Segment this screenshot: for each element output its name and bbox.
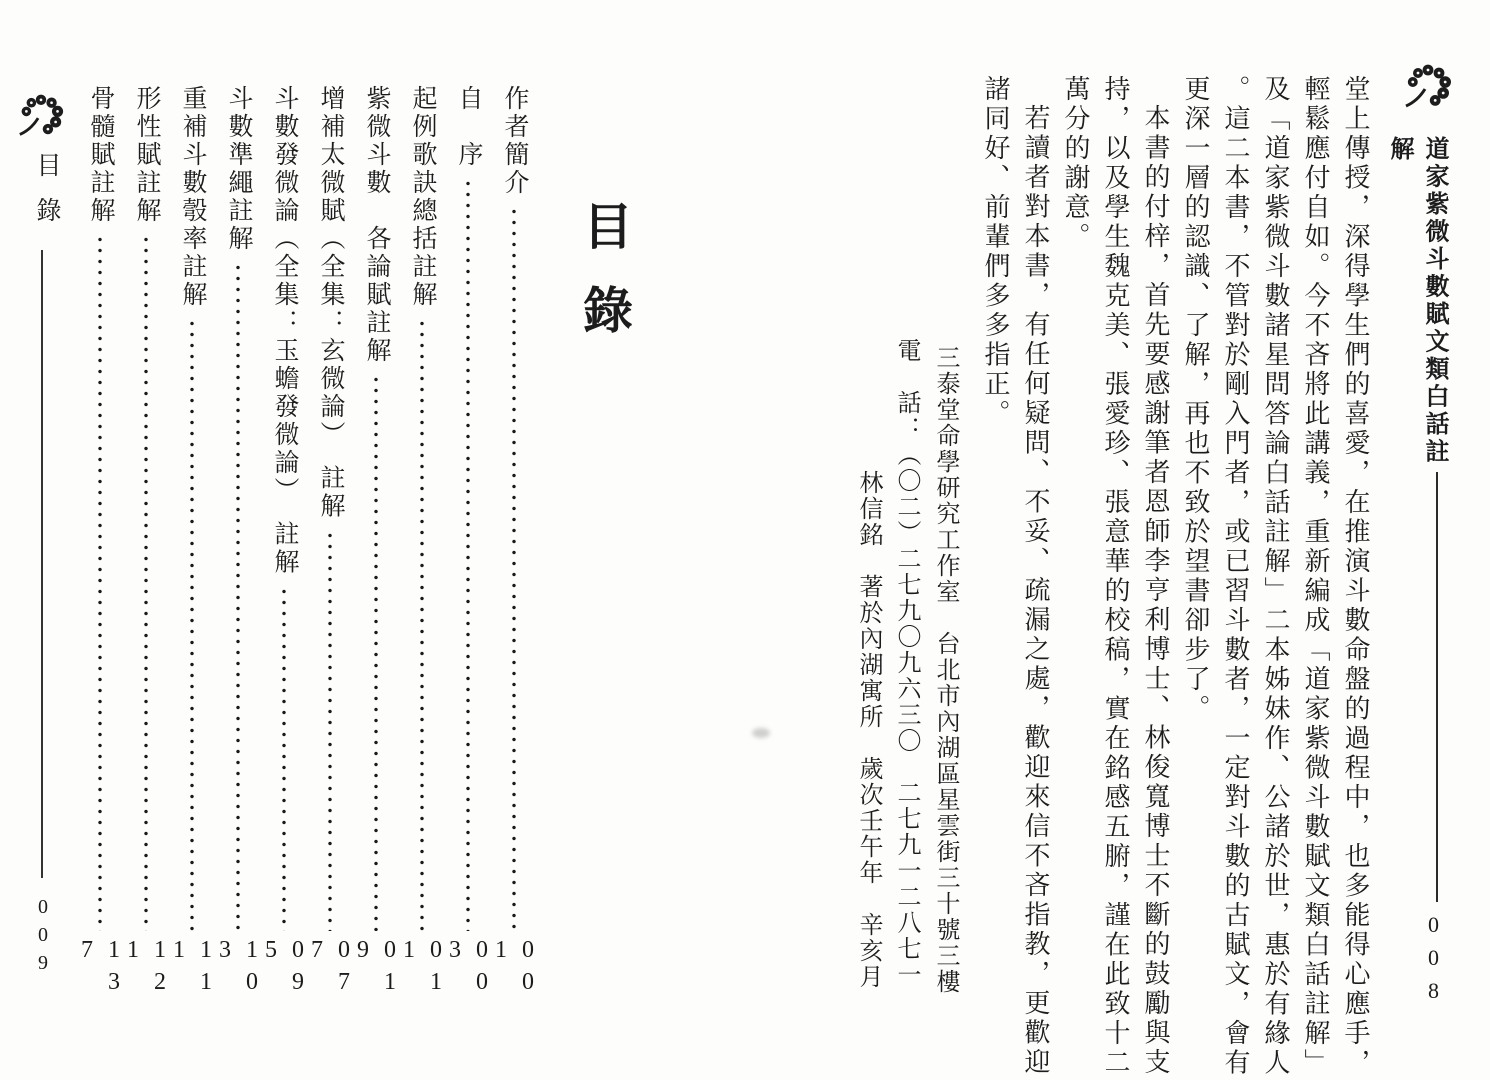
paragraph: 堂上傳授，深得學生們的喜愛，在推演斗數命盤的過程中，也多能得心應手，輕鬆應付自如。今不吝將此講義，重新編成「道家紫微斗數賦文類白話註解」及「道家紫微斗數諸星問答論白話註解」二本姊妹作、公諸於世，惠於有緣人。這二本書，不管對於剛入門者，或已習斗數者，一定對斗數的古賦文，會有更深一層的認識、了解，再也不致於望書卻步了。 [1181, 75, 1370, 1078]
dotted-leader [420, 318, 424, 931]
toc-entry-title: 紫微斗數 各論賦註解 [363, 85, 390, 365]
flower-wreath-icon [1402, 60, 1454, 129]
dotted-leader [282, 586, 286, 932]
toc-entry-page: 111 [166, 937, 219, 1001]
margin-section-label: 目錄 [33, 152, 60, 242]
toc-entry-title: 重補斗數彀率註解 [179, 85, 206, 309]
toc-entry-page: 095 [258, 937, 311, 1001]
toc-entry-title: 骨髓賦註解 [87, 85, 114, 225]
toc-entry [74, 85, 127, 1025]
dotted-leader [374, 374, 378, 931]
page-number-009: 009 [32, 896, 54, 980]
toc-entry [120, 85, 173, 1025]
toc-entry [166, 85, 219, 1025]
dotted-leader [190, 318, 194, 931]
toc-entry [396, 85, 449, 1025]
toc-entry-title: 起例歌訣總括註解 [409, 85, 436, 309]
toc-entry [488, 85, 541, 1025]
toc-entry [304, 85, 357, 1025]
signature-phone: 電 話：（〇二）二七九〇九六三〇 二七九一二八七一 [893, 338, 919, 988]
flower-wreath-icon [16, 90, 66, 157]
toc-entry-page: 121 [120, 937, 173, 1001]
toc-entry-page: 001 [488, 937, 541, 1001]
toc-list [74, 85, 541, 1025]
toc-entry-page: 019 [350, 937, 403, 1001]
dotted-leader [98, 234, 102, 931]
toc-entry-title: 作者簡介 [501, 85, 528, 197]
signature-author-date: 林信銘 著於內湖寓所 歲次壬午年 辛亥月 [855, 470, 881, 990]
paragraph: 本書的付梓，首先要感謝筆者恩師李亨利博士、林俊寬博士不斷的鼓勵與支持，以及學生魏克美、張愛珍、張意華的校稿，實在銘感五腑，謹在此致十二萬分的謝意。 [1061, 75, 1170, 1078]
signature-studio-address: 三泰堂命學研究工作室 台北市內湖區星雲街三十號三樓 [932, 345, 958, 995]
toc-entry-title: 增補太微賦（全集：玄微論） 註解 [317, 85, 344, 521]
paragraph: 若讀者對本書，有任何疑問、不妥、疏漏之處，歡迎來信不吝指教，更歡迎諸同好、前輩們多多指正。 [981, 75, 1050, 1078]
toc-entry-title: 斗數發微論（全集：玉蟾發微論） 註解 [271, 85, 298, 577]
dotted-leader [236, 262, 240, 931]
toc-entry-title: 自 序 [455, 85, 482, 169]
toc-entry-page: 103 [212, 937, 265, 1001]
toc-entry [350, 85, 403, 1025]
dotted-leader [328, 530, 332, 932]
toc-title: 目錄 [576, 200, 632, 368]
dotted-leader [466, 178, 470, 931]
preface-body [975, 75, 1375, 1080]
toc-entry [258, 85, 311, 1025]
toc-entry-title: 斗數準繩註解 [225, 85, 252, 253]
dotted-leader [144, 234, 148, 931]
title-vertical-rule [1436, 472, 1438, 902]
toc-entry [442, 85, 495, 1025]
toc-entry-page: 011 [396, 937, 449, 1001]
dotted-leader [512, 206, 516, 931]
toc-entry [212, 85, 265, 1025]
toc-entry-page: 003 [442, 937, 495, 1001]
toc-entry-page: 077 [304, 937, 357, 1001]
toc-entry-page: 137 [74, 937, 127, 1001]
toc-entry-title: 形性賦註解 [133, 85, 160, 225]
book-title: 道家紫微斗數賦文類白話註解 [1386, 136, 1447, 466]
scan-artifact [752, 728, 770, 738]
margin-vertical-rule [41, 250, 43, 878]
page-number-008: 008 [1421, 912, 1446, 1011]
